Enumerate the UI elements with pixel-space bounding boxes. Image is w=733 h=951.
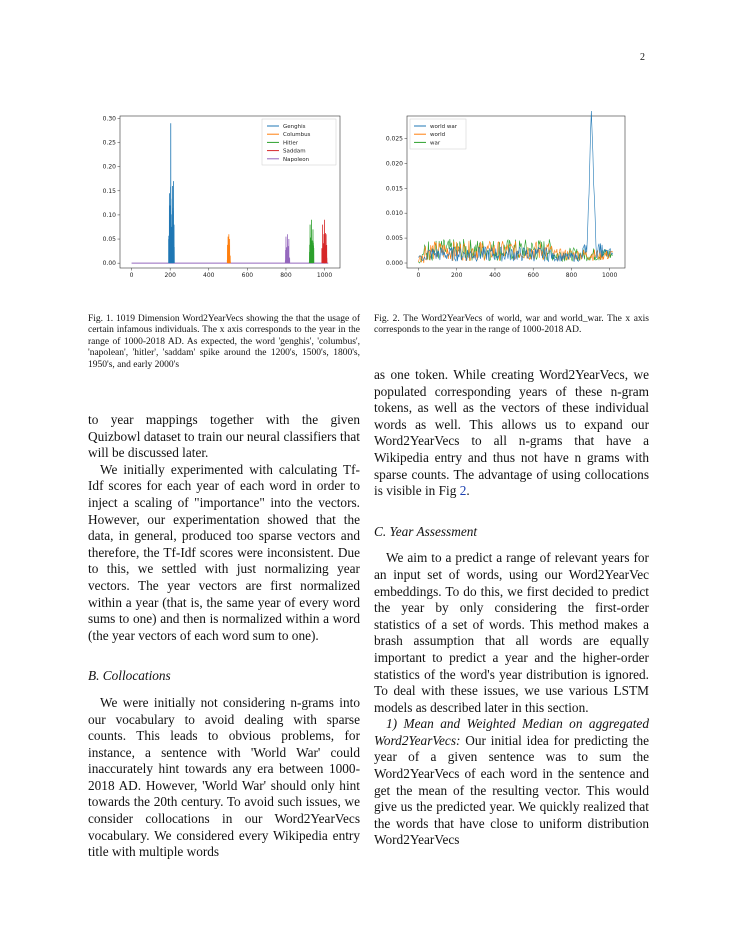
y-tick-label: 0.15	[102, 187, 116, 195]
figure-2-chart	[375, 108, 635, 288]
legend	[410, 119, 466, 149]
right-paragraph-1-text: as one token. While creating Word2YearVecs, we populated corresponding years of these n-gram tokens, as well as the vectors of these individual words as well. This allows us to expand our Word2YearVecs to all n-grams that have a Wikipedia entry and thus not have n grams with sparse counts. The advantage of using collocations is visible in Fig	[374, 367, 649, 499]
right-paragraph-2: We aim to a predict a range of relevant years for an input set of words, using our Word2YearVec embeddings. To do this, we first decided to predict the year by only considering the first-order statistics of a set of words. This method makes a brash assumption that all words are equally important to predict a year and the higher-order statistics of the word's year distribution is ignored. To deal with these issues, we use various LSTM models as described later in this section.	[374, 550, 649, 715]
section-heading-collocations: B. Collocations	[88, 668, 171, 684]
x-tick-label: 800	[280, 272, 292, 279]
legend-label: Hitler	[283, 140, 298, 147]
right-column	[374, 367, 649, 849]
y-tick-label: 0.020	[385, 160, 403, 168]
y-tick-label: 0.010	[385, 210, 403, 218]
y-tick-label: 0.25	[102, 139, 116, 147]
x-tick-label: 600	[241, 272, 254, 279]
y-tick-label: 0.015	[385, 185, 403, 193]
x-tick-label: 0	[129, 272, 134, 279]
figure-1-caption: Fig. 1. 1019 Dimension Word2YearVecs showing the that the usage of certain infamous individuals. The x axis corresponds to the year in the range of 1000-2018 AD. As expected, the word 'genghis', 'columbus', 'napolean', 'hitler', 'saddam' spike around the 1200's, 1500's, 1800's, 1950's, and early 2000's	[88, 314, 360, 370]
right-paragraph-1	[374, 367, 649, 500]
y-tick-label: 0.20	[102, 163, 116, 171]
y-tick-label: 0.30	[102, 115, 116, 123]
right-paragraph-3-text: Our initial idea for predicting the year of a given sentence was to sum the Word2YearVecs of each word in the sentence and get the mean of the resulting vector. This would give us the predicted year. We quickly realized that the words that have close to uniform distribution Word2YearVecs	[374, 732, 649, 848]
x-tick-label: 200	[450, 272, 463, 279]
left-paragraph-1: to year mappings together with the given Quizbowl dataset to train our neural classifiers that will be discussed later.	[88, 412, 360, 461]
figure-1-chart	[88, 108, 348, 288]
y-tick-label: 0.10	[102, 211, 116, 219]
x-tick-label: 200	[164, 272, 176, 279]
section-heading-year-assessment: C. Year Assessment	[374, 523, 478, 539]
left-column	[88, 412, 360, 861]
right-paragraph-1-end: .	[466, 483, 470, 499]
subsection-heading-mean-median: 1) Mean and Weighted Median on aggregated Word2YearVecs:	[374, 716, 649, 748]
y-tick-label: 0.005	[385, 235, 403, 243]
legend-label: Napoleon	[283, 156, 310, 163]
figure-2-link[interactable]: 2	[459, 483, 467, 499]
y-tick-label: 0.000	[385, 260, 403, 268]
x-tick-label: 1000	[602, 272, 618, 279]
x-tick-label: 400	[489, 272, 501, 279]
figure-2-caption: Fig. 2. The Word2YearVecs of world, war and world_war. The x axis corresponds to the year in the range of 1000-2018 AD.	[374, 314, 649, 336]
legend-label: world war	[430, 124, 458, 130]
x-tick-label: 1000	[316, 272, 333, 279]
y-tick-label: 0.05	[102, 236, 116, 244]
y-tick-label: 0.00	[102, 260, 116, 268]
x-tick-label: 600	[527, 272, 539, 279]
page-number: 2	[640, 52, 645, 63]
x-tick-label: 0	[416, 272, 421, 279]
legend-label: war	[430, 140, 441, 147]
legend-label: Genghis	[283, 124, 306, 130]
legend-label: Saddam	[283, 148, 306, 155]
legend	[262, 119, 336, 165]
x-tick-label: 800	[565, 272, 578, 279]
legend-label: Columbus	[283, 132, 311, 139]
legend-label: world	[430, 132, 446, 139]
left-paragraph-3: We were initially not considering n-grams into our vocabulary to avoid dealing with sparse counts. This leads to obvious problems, for instance, a sentence with 'World War' could inaccurately hint towards any era between 1000-2018 AD. However, 'World War' should only hint towards the 20th century. To avoid such issues, we consider collocations in our Word2YearVecs vocabulary. We considered every Wikipedia entry title with multiple words	[88, 694, 360, 860]
y-tick-label: 0.025	[385, 135, 403, 143]
left-paragraph-2: We initially experimented with calculating Tf-Idf scores for each year of each word in order to inject a scaling of "importance" into the vectors. However, our experimentation showed that the data, in general, produced too sparse vectors and therefore, the Tf-Idf scores were inconsistent. Due to this, we settled with just normalizing year vectors. The year vectors are first normalized within a year (that is, the same year of every word sums to one) and then is normalized within a word (the year vectors of each word sum to one).	[88, 461, 360, 643]
right-paragraph-3	[374, 716, 649, 849]
x-tick-label: 400	[203, 272, 215, 279]
